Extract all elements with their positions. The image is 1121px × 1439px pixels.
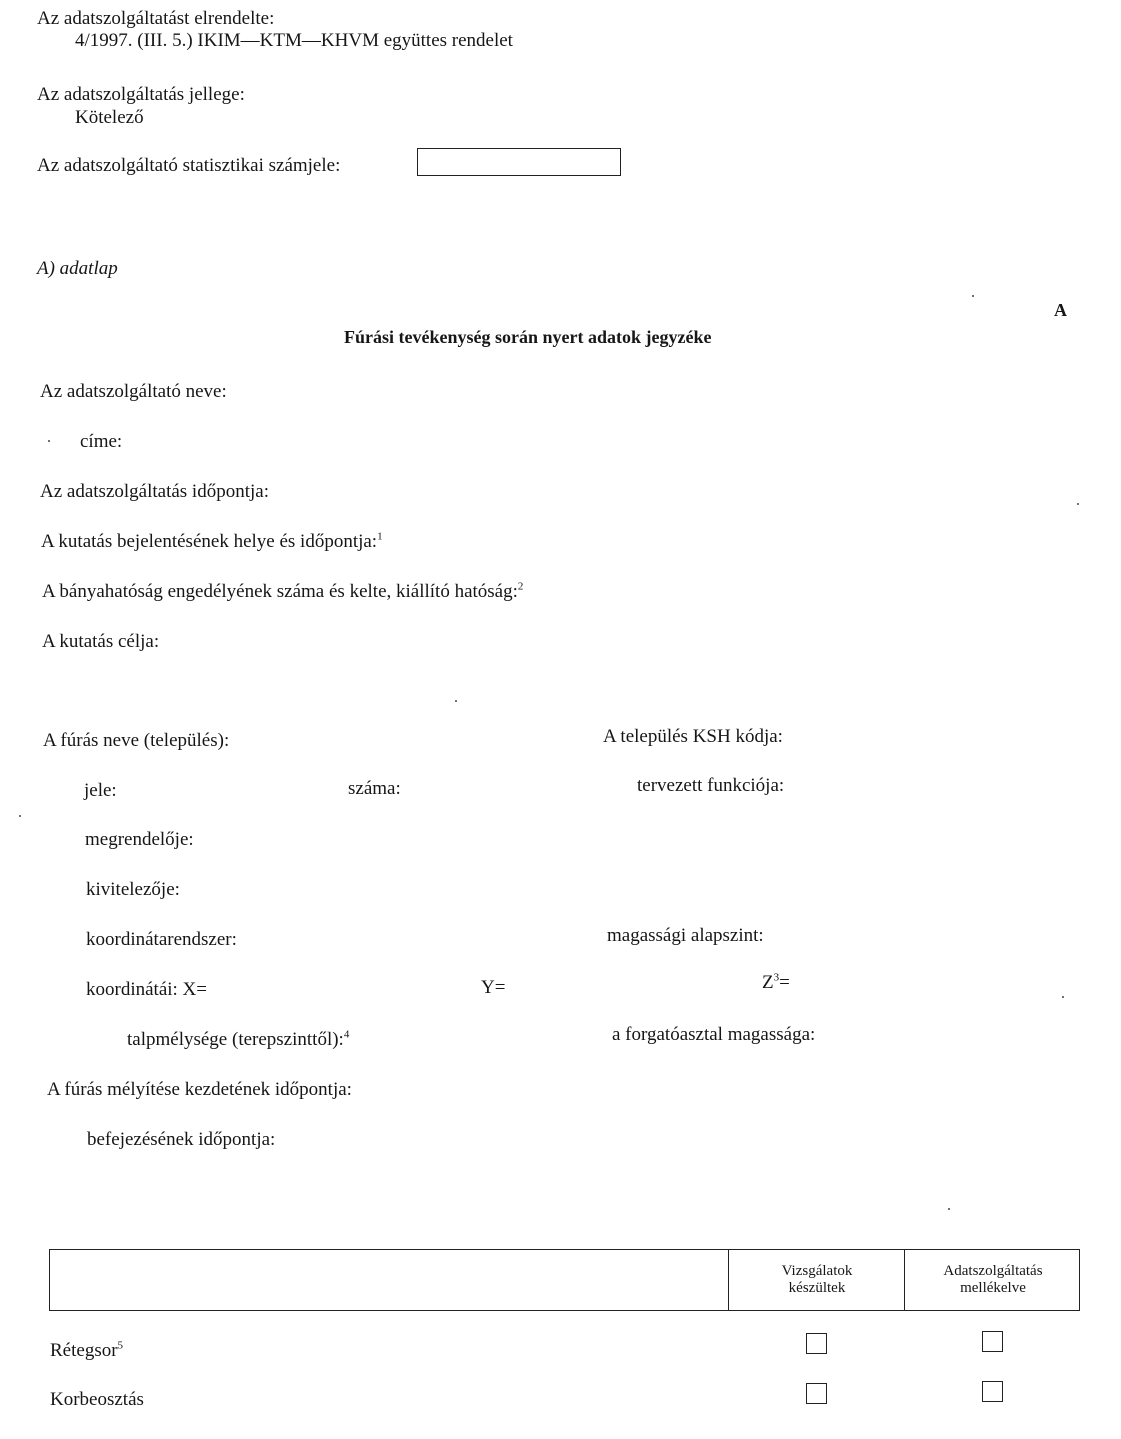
footnote-3: 3	[773, 971, 780, 984]
report-place-label: A kutatás bejelentésének helye és időpontja:$^1$	[41, 530, 383, 552]
scan-speck	[948, 1208, 950, 1210]
nature-value: Kötelező	[75, 107, 144, 128]
checkbox-age-classification-attached[interactable]	[982, 1381, 1003, 1402]
base-level-label: magassági alapszint:	[607, 925, 764, 946]
provider-name-label: Az adatszolgáltató neve:	[40, 381, 227, 402]
scan-speck	[455, 700, 457, 702]
page-marker: A	[1054, 300, 1067, 320]
footnote-2: 2	[517, 580, 524, 593]
scan-speck	[48, 440, 50, 442]
checkbox-age-classification-tests[interactable]	[806, 1383, 827, 1404]
scan-speck	[972, 295, 974, 297]
scan-speck	[1077, 503, 1079, 505]
planned-function-label: tervezett funkciója:	[637, 775, 785, 796]
stat-code-label: Az adatszolgáltató statisztikai számjele:	[37, 155, 341, 176]
bottom-depth-label: talpmélysége (terepszinttől):$^4$	[127, 1028, 350, 1050]
checkbox-layer-sequence-tests[interactable]	[806, 1333, 827, 1354]
well-sign-label: jele:	[84, 780, 117, 801]
coord-y-label: Y=	[481, 977, 506, 998]
coord-z-label: $Z^3=$	[762, 971, 790, 993]
scan-speck	[19, 815, 21, 817]
row-label-age-classification: Korbeosztás	[50, 1389, 144, 1410]
rotary-table-height-label: a forgatóasztal magassága:	[612, 1024, 816, 1045]
nature-label: Az adatszolgáltatás jellege:	[37, 84, 245, 105]
service-date-label: Az adatszolgáltatás időpontja:	[40, 481, 269, 502]
drill-start-label: A fúrás mélyítése kezdetének időpontja:	[47, 1079, 352, 1100]
permit-label: A bányahatóság engedélyének száma és kelte, kiállító hatóság:$^2$	[42, 580, 524, 602]
coord-x-label: koordinátái: X=	[86, 979, 207, 1000]
col-header-tests: Vizsgálatok készültek	[728, 1250, 905, 1310]
checkbox-layer-sequence-attached[interactable]	[982, 1331, 1003, 1352]
stat-code-field[interactable]	[417, 148, 621, 176]
col-header-attached: Adatszolgáltatás mellékelve	[904, 1250, 1081, 1310]
ordered-by-label: Az adatszolgáltatást elrendelte:	[37, 8, 275, 29]
client-label: megrendelője:	[85, 829, 194, 850]
section-label: A) adatlap	[37, 258, 118, 279]
well-name-label: A fúrás neve (település):	[43, 730, 230, 751]
footnote-4: 4	[343, 1028, 350, 1041]
provider-address-label: címe:	[80, 431, 123, 452]
data-table-header	[49, 1249, 1080, 1311]
form-title: Fúrási tevékenység során nyert adatok jegyzéke	[344, 327, 712, 347]
coord-system-label: koordinátarendszer:	[86, 929, 237, 950]
contractor-label: kivitelezője:	[86, 879, 180, 900]
scan-speck	[1062, 996, 1064, 998]
drill-end-label: befejezésének időpontja:	[87, 1129, 276, 1150]
footnote-1: 1	[377, 530, 383, 543]
footnote-5: 5	[117, 1339, 124, 1352]
ordered-by-value: 4/1997. (III. 5.) IKIM—KTM—KHVM együttes rendelet	[75, 30, 513, 51]
well-number-label: száma:	[348, 778, 401, 799]
research-goal-label: A kutatás célja:	[42, 631, 160, 652]
row-label-layer-sequence: Rétegsor$^5$	[50, 1339, 124, 1361]
ksh-code-label: A település KSH kódja:	[603, 726, 783, 747]
